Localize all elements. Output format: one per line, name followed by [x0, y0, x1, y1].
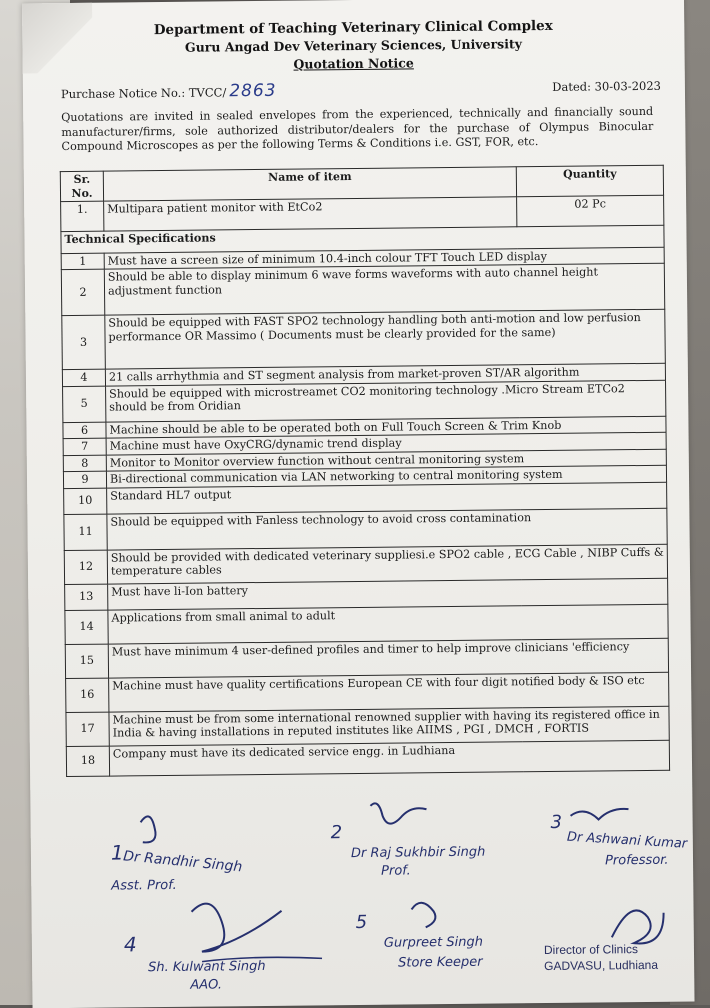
item-sr: 1. — [61, 201, 104, 231]
spec-text: Machine should be able to be operated both on Full Touch Screen & Trim Knob — [106, 416, 666, 438]
item-qty: 02 Pc — [517, 195, 664, 227]
signature-5-number: 5 — [355, 911, 368, 934]
signature-3-number: 3 — [550, 811, 563, 833]
signature-strokes — [30, 796, 694, 1003]
spec-sr: 2 — [61, 269, 104, 315]
signature-2-name: Dr Raj Sukhbir Singh — [350, 844, 486, 862]
spec-sr: 4 — [62, 369, 105, 386]
signature-4-title: AAO. — [190, 977, 223, 993]
department-heading: Department of Teaching Veterinary Clinical Complex — [153, 17, 553, 39]
spec-text: Should be equipped with Fanless technology to avoid cross contamination — [107, 508, 667, 550]
spec-sr: 17 — [66, 712, 109, 746]
spec-text: Machine must have OxyCRG/dynamic trend display — [106, 432, 666, 454]
spec-sr: 6 — [63, 422, 106, 439]
spec-sr: 3 — [62, 315, 106, 369]
spec-text: Must have li-Ion battery — [108, 578, 668, 610]
col-qty-header: Quantity — [516, 165, 663, 197]
spec-sr: 14 — [65, 610, 108, 644]
tech-spec-label: Technical Specifications — [61, 225, 664, 253]
notice-date: Dated: 30-03-2023 — [552, 78, 661, 94]
spec-text: Should be provided with dedicated veterinary suppliesi.e SPO2 cable , ECG Cable , NIBP Cuffs & temperature cables — [107, 544, 667, 584]
table-row — [66, 740, 669, 776]
document-page — [22, 0, 694, 1008]
spec-sr: 9 — [63, 471, 106, 488]
spec-text: Should be able to display minimum 6 wave forms waveforms with auto channel height adjustment function — [104, 263, 664, 315]
spec-text: Should be equipped with FAST SPO2 technology handling both anti-motion and low perfusion performance OR Massimo ( Documents must be clearly provided for the same) — [105, 309, 666, 369]
spec-text: Should be equipped with microstreamet CO2 monitoring technology .Micro Stream ETCo2 should be from Oridian — [106, 380, 666, 422]
spec-text: Standard HL7 output — [107, 482, 667, 514]
spec-sr: 11 — [64, 514, 107, 550]
spec-sr: 8 — [63, 455, 106, 472]
table-row — [61, 263, 664, 315]
spec-text: 21 calls arrhythmia and ST segment analysis from market-proven ST/AR algorithm — [105, 363, 665, 385]
notice-line — [61, 77, 661, 103]
university-heading: Guru Angad Dev Veterinary Sciences, University — [184, 36, 523, 55]
signature-stroke-3 — [570, 809, 628, 820]
stamp-line-1: Director of Clinics — [543, 942, 639, 958]
spec-text: Monitor to Monitor overview function without central monitoring system — [106, 449, 666, 471]
spec-sr: 5 — [63, 386, 106, 422]
signature-stroke-4 — [191, 903, 281, 952]
signature-4-name: Sh. Kulwant Singh — [148, 958, 266, 976]
spec-sr: 16 — [66, 678, 109, 712]
spec-text: Must have a screen size of minimum 10.4-inch colour TFT Touch LED display — [104, 247, 664, 269]
signature-2-title: Prof. — [381, 863, 411, 879]
purchase-notice-number: 2863 — [229, 80, 277, 102]
spec-text: Bi-directional communication via LAN networking to central monitoring system — [106, 465, 666, 487]
spec-text: Machine must have quality certifications European CE with four digit notified body & ISO etc — [109, 672, 669, 712]
spec-sr: 18 — [66, 746, 109, 776]
signature-1-number: 1 — [110, 840, 124, 865]
spec-sr: 7 — [63, 438, 106, 455]
spec-sr: 10 — [64, 488, 107, 514]
stamp-line-2: GADVASU, Ludhiana — [544, 957, 659, 974]
signature-stroke-5 — [202, 957, 322, 962]
spec-body — [61, 247, 669, 776]
signature-4-number: 4 — [123, 932, 137, 957]
intro-paragraph: Quotations are invited in sealed envelopes from the experienced, technically and financially sound manufacturer/firms, sole authorized distributor/dealers for the purchase of Olympus Binocular Compound Microscopes as per the following Terms & Conditions i.e. GST, FOR, etc. — [61, 104, 654, 154]
item-name: Multipara patient monitor with EtCo2 — [104, 197, 517, 231]
spec-text: Company must have its dedicated service engg. in Ludhiana — [109, 740, 669, 776]
spec-sr: 15 — [65, 644, 108, 678]
signature-stroke-7 — [612, 910, 664, 944]
spec-sr: 12 — [64, 550, 107, 584]
col-item-header: Name of item — [103, 167, 516, 201]
table-row — [62, 309, 666, 369]
purchase-notice-label: Purchase Notice No.: TVCC/ — [60, 85, 227, 102]
col-sr-header: Sr. No. — [60, 171, 103, 201]
notice-title: Quotation Notice — [293, 55, 414, 72]
spec-text: Must have minimum 4 user-defined profiles and timer to help improve clinicians 'efficiency — [108, 638, 668, 678]
signature-stroke-2 — [370, 803, 426, 824]
signature-stroke-6 — [411, 903, 435, 928]
signature-1-title: Asst. Prof. — [111, 877, 177, 894]
spec-text: Machine must be from some international renowned supplier with having its registered office in India & having installations in reputed institutes like AIIMS , PGI , DMCH , FORTIS — [109, 706, 669, 746]
spec-sr: 13 — [65, 584, 108, 610]
spec-sr: 1 — [61, 253, 104, 270]
signature-5-title: Store Keeper — [398, 954, 483, 971]
signature-stroke-1 — [141, 816, 156, 842]
spec-table — [60, 165, 670, 777]
signature-2-number: 2 — [330, 822, 343, 844]
signature-3-name: Dr Ashwani Kumar — [566, 829, 688, 852]
spec-text: Applications from small animal to adult — [108, 604, 668, 644]
signature-5-name: Gurpreet Singh — [383, 934, 484, 951]
signature-1-name: Dr Randhir Singh — [122, 848, 243, 876]
signature-3-title: Professor. — [604, 852, 669, 869]
